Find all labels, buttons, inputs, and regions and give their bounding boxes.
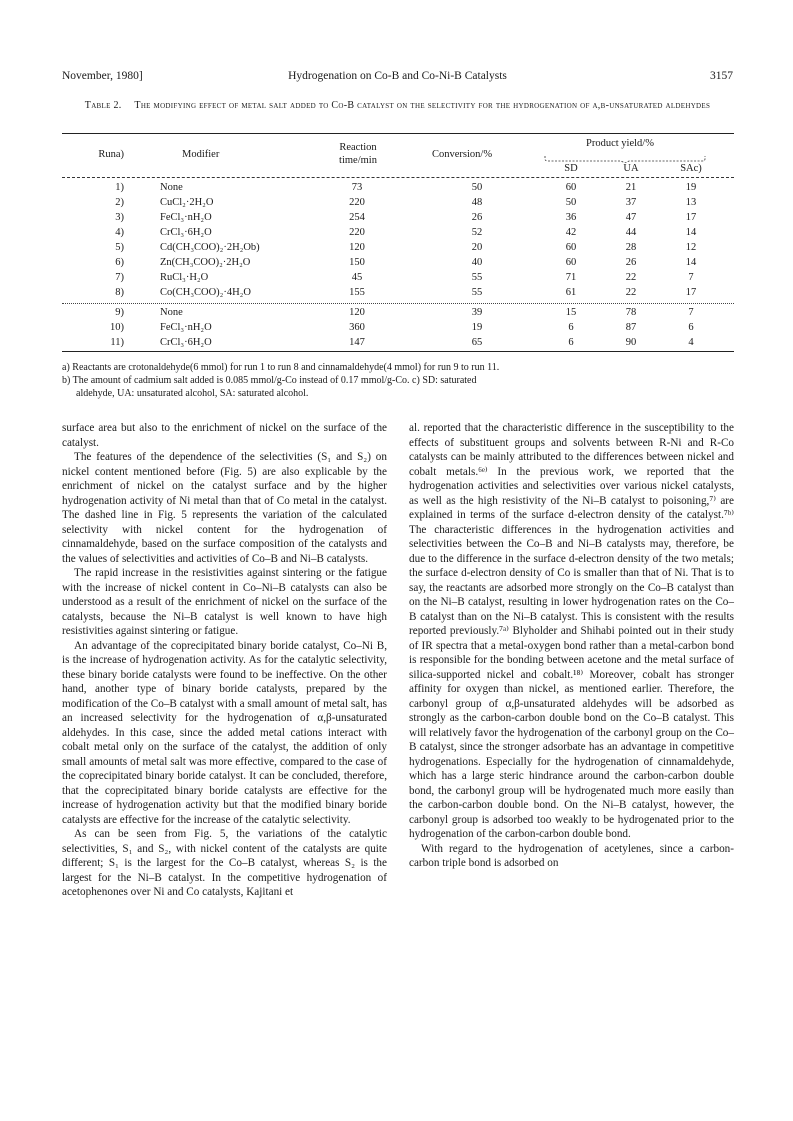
cell-sa: 13 bbox=[685, 197, 697, 208]
cell-reaction-time: 220 bbox=[349, 197, 365, 208]
cell-reaction-time: 120 bbox=[349, 307, 365, 318]
cell-ua: 78 bbox=[625, 307, 637, 318]
header-title: Hydrogenation on Co-B and Co-Ni-B Catalysts bbox=[288, 70, 507, 82]
table-row bbox=[62, 271, 734, 286]
cell-conversion: 26 bbox=[471, 212, 483, 223]
cell-run: 5) bbox=[115, 242, 124, 253]
cell-modifier: None bbox=[160, 182, 183, 193]
cell-reaction-time: 45 bbox=[351, 272, 363, 283]
table-footnotes bbox=[62, 361, 734, 400]
cell-sa: 14 bbox=[685, 227, 697, 238]
cell-modifier: None bbox=[160, 307, 183, 318]
footnote-c: aldehyde, UA: unsaturated alcohol, SA: saturated alcohol. bbox=[76, 388, 309, 399]
cell-ua: 21 bbox=[625, 182, 637, 193]
table-body-group-1 bbox=[62, 181, 734, 301]
table-caption bbox=[62, 97, 733, 115]
cell-run: 3) bbox=[115, 212, 124, 223]
cell-run: 9) bbox=[115, 307, 124, 318]
table-row bbox=[62, 286, 734, 301]
cell-reaction-time: 150 bbox=[349, 257, 365, 268]
cell-conversion: 19 bbox=[471, 322, 483, 333]
cell-ua: 87 bbox=[625, 322, 637, 333]
cell-ua: 37 bbox=[625, 197, 637, 208]
data-table bbox=[62, 133, 734, 352]
cell-modifier: CuCl₂·2H₂O bbox=[160, 197, 214, 208]
right-text-column bbox=[409, 421, 734, 871]
cell-sa: 7 bbox=[688, 272, 694, 283]
cell-run: 2) bbox=[115, 197, 124, 208]
table-row bbox=[62, 336, 734, 351]
cell-sd: 50 bbox=[565, 197, 577, 208]
cell-sa: 6 bbox=[688, 322, 694, 333]
table-header bbox=[62, 133, 734, 178]
paragraph: As can be seen from Fig. 5, the variations of the catalytic selectivities, S₁ and S₂, with nickel content of the catalysts are quite different; S₁ is the largest for the Co–B catalyst, whereas S₂ is the largest for the Ni–B catalyst. In the competitive hydrogenation of acetophenones over Ni and Co catalysts, Kajitani et bbox=[62, 828, 387, 898]
footnote-a: a) Reactants are crotonaldehyde(6 mmol) for run 1 to run 8 and cinnamaldehyde(4 mmol) for run 9 to run 11. bbox=[62, 362, 500, 373]
page-number: 3157 bbox=[710, 70, 733, 82]
cell-ua: 47 bbox=[625, 212, 637, 223]
cell-run: 11) bbox=[110, 337, 124, 348]
paragraph: With regard to the hydrogenation of acetylenes, since a carbon-carbon triple bond is adsorbed on bbox=[409, 842, 734, 869]
cell-run: 8) bbox=[115, 287, 124, 298]
cell-modifier: RuCl₃·H₂O bbox=[160, 272, 209, 283]
cell-sa: 17 bbox=[685, 212, 697, 223]
cell-sd: 61 bbox=[565, 287, 577, 298]
cell-reaction-time: 220 bbox=[349, 227, 365, 238]
cell-sa: 17 bbox=[685, 287, 697, 298]
cell-sd: 42 bbox=[565, 227, 577, 238]
cell-reaction-time: 360 bbox=[349, 322, 365, 333]
cell-conversion: 39 bbox=[471, 307, 483, 318]
header-modifier: Modifier bbox=[182, 149, 220, 160]
table-body-group-2 bbox=[62, 306, 734, 351]
cell-conversion: 48 bbox=[471, 197, 483, 208]
cell-conversion: 55 bbox=[471, 287, 483, 298]
paragraph: surface area but also to the enrichment of nickel on the surface of the catalyst. bbox=[62, 422, 387, 449]
cell-conversion: 65 bbox=[471, 337, 483, 348]
cell-run: 7) bbox=[115, 272, 124, 283]
cell-sa: 12 bbox=[685, 242, 697, 253]
cell-modifier: Cd(CH₃COO)₂·2H₂Ob) bbox=[160, 242, 260, 253]
cell-reaction-time: 254 bbox=[349, 212, 365, 223]
cell-run: 1) bbox=[115, 182, 124, 193]
cell-run: 6) bbox=[115, 257, 124, 268]
cell-conversion: 50 bbox=[471, 182, 483, 193]
table-row bbox=[62, 211, 734, 226]
cell-sa: 19 bbox=[685, 182, 697, 193]
cell-modifier: CrCl₃·6H₂O bbox=[160, 227, 212, 238]
table-row bbox=[62, 241, 734, 256]
cell-modifier: FeCl₃·nH₂O bbox=[160, 322, 212, 333]
cell-sd: 71 bbox=[565, 272, 577, 283]
left-text-column bbox=[62, 421, 387, 900]
running-header bbox=[62, 70, 733, 86]
header-product-yield: Product yield/% bbox=[586, 138, 654, 149]
cell-modifier: Co(CH₃COO)₂·4H₂O bbox=[160, 287, 251, 298]
cell-sd: 6 bbox=[568, 337, 574, 348]
cell-sd: 60 bbox=[565, 182, 577, 193]
table-row bbox=[62, 256, 734, 271]
cell-modifier: Zn(CH₃COO)₂·2H₂O bbox=[160, 257, 251, 268]
cell-sd: 60 bbox=[565, 242, 577, 253]
table-row bbox=[62, 321, 734, 336]
cell-sd: 36 bbox=[565, 212, 577, 223]
header-date: November, 1980] bbox=[62, 70, 143, 82]
header-run: Runa) bbox=[98, 149, 124, 160]
cell-sd: 60 bbox=[565, 257, 577, 268]
cell-sa: 14 bbox=[685, 257, 697, 268]
cell-ua: 44 bbox=[625, 227, 637, 238]
header-sd: SD bbox=[564, 163, 578, 174]
cell-conversion: 55 bbox=[471, 272, 483, 283]
table-caption-text: The modifying effect of metal salt added to Co-B catalyst on the selectivity for the hydrogenation of α,β-unsaturated aldehydes bbox=[134, 100, 711, 111]
cell-run: 10) bbox=[110, 322, 124, 333]
table-label: Table 2. bbox=[84, 100, 122, 111]
cell-reaction-time: 120 bbox=[349, 242, 365, 253]
cell-sd: 6 bbox=[568, 322, 574, 333]
table-row bbox=[62, 306, 734, 321]
header-rule bbox=[62, 177, 734, 178]
header-sa: SAc) bbox=[680, 163, 702, 174]
paragraph: An advantage of the coprecipitated binary boride catalyst, Co–Ni B, is the increase of hydrogenation activity. As for the catalytic selectivity, these binary boride catalysts were found to be ineffective. On the other hand, another type of binary boride catalysts, prepared by the modification of the Co–B catalyst with a small amount of metal salt, has an increased selectivity for the hydrogenation of α,β-unsaturated aldehydes. In this case, since the added metal cations interact with cobalt metal only on the surface of the catalyst, the addition of only small amounts of metal salt was more effective, compared to the case of the coprecipitated binary boride catalyst. It can be concluded, therefore, that the coprecipitated binary boride catalysts are effective for the increase of hydrogenation activity but that the modified binary boride catalysts are effective for the increase of the catalytic selectivity. bbox=[62, 639, 387, 826]
footnote-b: b) The amount of cadmium salt added is 0.085 mmol/g-Co instead of 0.17 mmol/g-Co. c) SD: saturated bbox=[62, 375, 477, 386]
cell-ua: 90 bbox=[625, 337, 637, 348]
cell-sa: 4 bbox=[688, 337, 694, 348]
cell-modifier: CrCl₃·6H₂O bbox=[160, 337, 212, 348]
paragraph: The features of the dependence of the selectivities (S₁ and S₂) on nickel content mentioned before (Fig. 5) are also explicable by the enrichment of nickel on the catalyst surface and by the higher hydrogenation activity of Ni metal than that of Co metal in the catalyst. The dashed line in Fig. 5 represents the variation of the calculated selectivity with nickel content for the hydrogenation of cinnamaldehyde, based on the surface composition of the catalysts and the values of selectivities and activities of Co–B and Ni–B catalysts. bbox=[62, 451, 387, 565]
paragraph: al. reported that the characteristic difference in the susceptibility to the effects of substituent groups and solvents between R-Ni and R-Co catalysts can be mainly attributed to the differences between nickel and cobalt metals.⁶ᵉ⁾ In the previous work, we reported that the hydrogenation activities and selectivities over various nickel catalysts, as well as the high resistivity of the Ni–B catalyst to poisoning,⁷⁾ are explained in terms of the surface d-electron density of the catalyst.⁷ᵇ⁾ The characteristic differences in the hydrogenation activities and selectivities between the Co–B and Ni–B catalysts may, therefore, be due to the difference in the surface d-electron density of the two metals; the surface d-electron density of Co is smaller than that of Ni. That is to say, the reactants are adsorbed more strongly on the Co–B catalyst than on the Ni–B catalyst, resulting in lower hydrogenation rates on the Co–B catalyst than on the Ni–B catalyst. This is consistent with the results reported previously.⁷ᵃ⁾ Blyholder and Shihabi pointed out in their study of IR spectra that a metal-oxygen bond rather than a metal-carbon bond is responsible for the bonding between acetone and the metal surface of silica-supported nickel and cobalt.¹⁸⁾ Moreover, cobalt has stronger affinity for oxygen than nickel, as mentioned earlier. Therefore, the carbonyl group of α,β-unsaturated aldehydes will be adsorbed as strongly as the carbon-carbon double bond on the Co–B catalyst. This will relatively favor the hydrogenation of the carbonyl group on the Co–B catalyst, since the stronger adsorbate has an advantage in competitive hydrogenations. Especially for the hydrogenation of cinnamaldehyde, which has a large steric hindrance around the carbon-carbon double bond, the carbonyl group will be hydrogenated much more easily than the carbon-carbon double bond. On the Ni–B catalyst, however, the carbonyl group is adsorbed too weakly to be hydrogenated prior to the hydrogenation of the carbon-carbon double bond. bbox=[409, 422, 734, 840]
cell-conversion: 20 bbox=[471, 242, 483, 253]
table-bottom-rule bbox=[62, 351, 734, 352]
header-ua: UA bbox=[623, 163, 639, 174]
cell-reaction-time: 147 bbox=[349, 337, 365, 348]
cell-conversion: 52 bbox=[471, 227, 483, 238]
table-row bbox=[62, 226, 734, 241]
table-row bbox=[62, 181, 734, 196]
cell-modifier: FeCl₃·nH₂O bbox=[160, 212, 212, 223]
product-yield-brace bbox=[544, 155, 706, 163]
cell-ua: 22 bbox=[625, 287, 637, 298]
cell-ua: 22 bbox=[625, 272, 637, 283]
header-reaction-time: Reaction time/min bbox=[339, 142, 377, 166]
group-separator bbox=[62, 303, 734, 304]
cell-sd: 15 bbox=[565, 307, 577, 318]
cell-reaction-time: 155 bbox=[349, 287, 365, 298]
cell-sa: 7 bbox=[688, 307, 694, 318]
paragraph: The rapid increase in the resistivities against sintering or the fatigue with the increase of nickel content in Co–Ni–B catalysts can also be understood as a result of the enrichment of nickel on the surface of the catalysts, because the Ni–B catalyst is well known to have high resistivities against sintering or fatigue. bbox=[62, 567, 387, 637]
cell-ua: 26 bbox=[625, 257, 637, 268]
table-row bbox=[62, 196, 734, 211]
cell-run: 4) bbox=[115, 227, 124, 238]
cell-conversion: 40 bbox=[471, 257, 483, 268]
cell-ua: 28 bbox=[625, 242, 637, 253]
cell-reaction-time: 73 bbox=[351, 182, 363, 193]
header-conversion: Conversion/% bbox=[432, 149, 493, 160]
